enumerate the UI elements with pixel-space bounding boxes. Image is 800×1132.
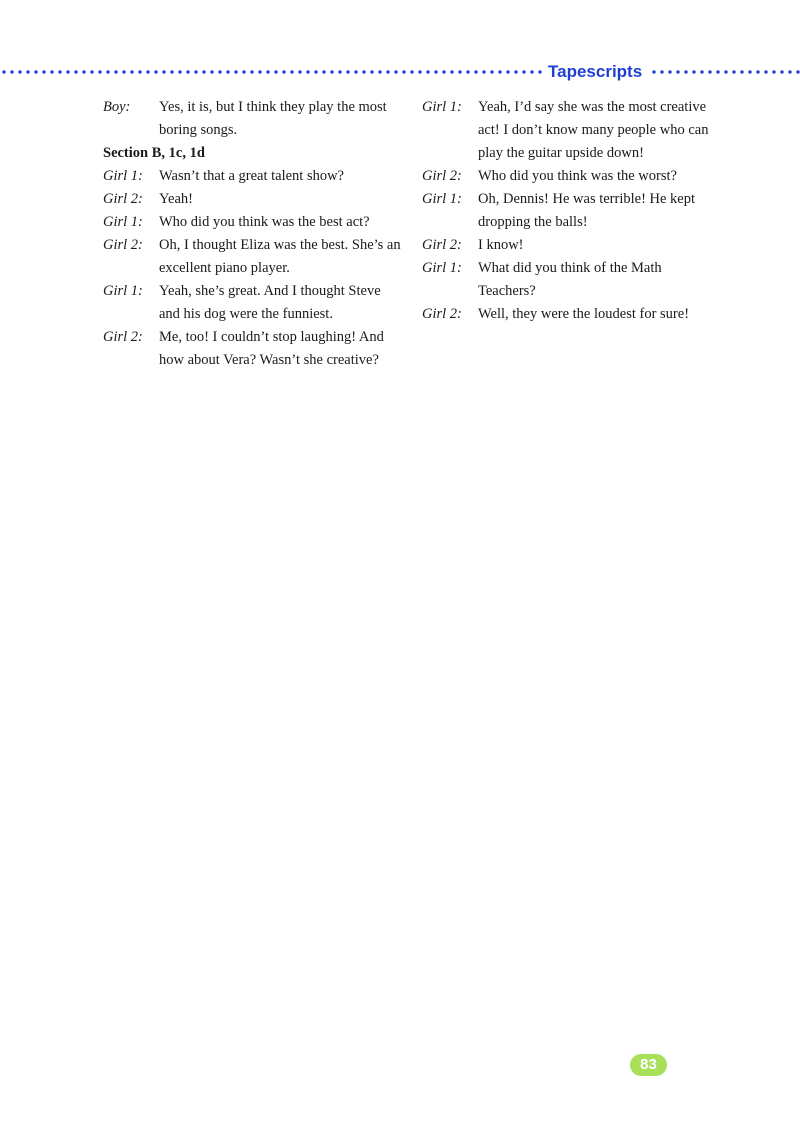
dialogue-line [422,188,722,234]
speech-text: Wasn’t that a great talent show? [159,168,344,184]
speaker-label: Girl 1: [103,168,143,184]
speech-text: I know! [478,237,524,253]
dotted-rule-left [0,70,546,74]
section-title: Tapescripts [548,62,643,81]
speech-text: Me, too! I couldn’t stop laughing! And how about Vera? Wasn’t she creative? [159,329,384,368]
dialogue-line [103,188,403,211]
speaker-label: Girl 2: [422,168,462,184]
dialogue-line [103,326,403,372]
speaker-label: Girl 1: [422,260,462,276]
left-column [103,96,403,372]
dialogue-line [103,234,403,280]
dialogue-line [422,234,722,257]
speaker-label: Girl 1: [422,99,462,115]
speaker-label: Girl 1: [103,283,143,299]
speaker-label: Girl 1: [422,191,462,207]
dialogue-line [422,257,722,303]
speech-text: Well, they were the loudest for sure! [478,306,690,322]
dotted-rule-right [650,70,800,74]
dialogue-line [422,96,722,165]
speech-text: Who did you think was the worst? [478,168,677,184]
speaker-label: Boy: [103,99,131,115]
speech-text: What did you think of the Math Teachers? [478,260,662,299]
speaker-label: Girl 2: [103,191,143,207]
page-number: 83 [630,1054,667,1076]
speaker-label: Girl 2: [422,237,462,253]
speaker-label: Girl 2: [422,306,462,322]
speech-text: Yeah, she’s great. And I thought Steve and his dog were the funniest. [159,283,381,322]
speaker-label: Girl 1: [103,214,143,230]
dialogue-line [103,211,403,234]
speaker-label: Girl 2: [103,237,143,253]
dialogue-line [103,165,403,188]
dialogue-line [103,96,403,142]
speech-text: Yes, it is, but I think they play the most boring songs. [159,99,387,138]
speech-text: Oh, I thought Eliza was the best. She’s an excellent piano player. [159,237,401,276]
dialogue-line [422,303,722,326]
speech-text: Who did you think was the best act? [159,214,370,230]
dialogue-line [103,280,403,326]
page-header [0,60,800,84]
right-column [422,96,722,326]
speech-text: Oh, Dennis! He was terrible! He kept dropping the balls! [478,191,696,230]
speech-text: Yeah, I’d say she was the most creative act! I don’t know many people who can play the guitar upside down! [478,99,709,161]
dialogue-line [422,165,722,188]
speech-text: Yeah! [159,191,193,207]
speaker-label: Girl 2: [103,329,143,345]
section-heading: Section B, 1c, 1d [103,145,205,161]
